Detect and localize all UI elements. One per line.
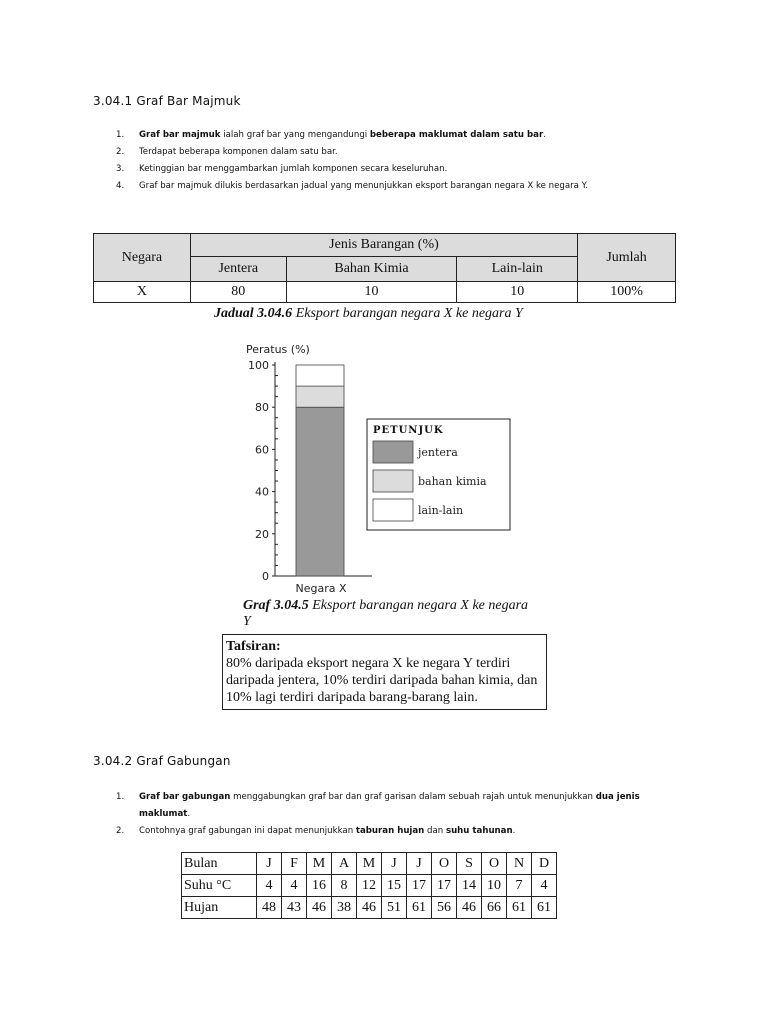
legend-swatch (373, 470, 413, 492)
x-tick-label: Negara X (295, 582, 347, 595)
cell-bahan-kimia: 10 (286, 282, 457, 303)
list-item (116, 144, 676, 161)
list-text: . (187, 809, 191, 819)
table-cell: A (332, 853, 357, 875)
row-label: Bulan (182, 853, 257, 875)
table-cell: M (357, 853, 382, 875)
table-cell: M (307, 853, 332, 875)
table-cell: 51 (382, 897, 407, 919)
chart-caption-label: Graf 3.04.5 (243, 598, 309, 613)
table-cell: F (282, 853, 307, 875)
table-cell: 43 (282, 897, 307, 919)
list-number: 2. (116, 826, 125, 836)
y-tick-label: 60 (255, 443, 269, 457)
list-text: Ketinggian bar menggambarkan jumlah komponen secara keseluruhan. (139, 164, 448, 174)
bar-segment-lain-lain (296, 365, 344, 386)
list-number: 3. (116, 164, 125, 174)
bar-segment-bahan-kimia (296, 386, 344, 407)
list-text: Terdapat beberapa komponen dalam satu bar. (139, 147, 338, 157)
tafsiran-body: 80% daripada eksport negara X ke negara Y terdiri daripada jentera, 10% terdiri daripada bahan kimia, dan 10% lagi terdiri daripada barang-barang lain. (226, 656, 538, 705)
table-cell: 66 (482, 897, 507, 919)
tafsiran-box (222, 634, 547, 710)
list-text: menggabungkan graf bar dan graf garisan dalam sebuah rajah untuk menunjukkan (230, 792, 596, 802)
chart-caption-text: Eksport barangan negara X ke negara Y (243, 598, 529, 629)
y-tick-label: 40 (255, 485, 269, 499)
export-table (93, 233, 676, 303)
tafsiran-heading: Tafsiran: (226, 639, 281, 654)
table-cell: 61 (532, 897, 557, 919)
table-cell: D (532, 853, 557, 875)
list-text: Graf bar majmuk dilukis berdasarkan jadual yang menunjukkan eksport barangan negara X ke negara Y. (139, 181, 588, 191)
list-text: . (512, 826, 516, 836)
table-cell: 8 (332, 875, 357, 897)
th-jentera: Jentera (190, 257, 286, 282)
bar-segment-jentera (296, 407, 344, 576)
list-text-bold: Graf bar gabungan (139, 792, 231, 802)
chart-caption (243, 598, 533, 630)
list-text-bold: taburan hujan (355, 826, 425, 836)
table-cell: 14 (457, 875, 482, 897)
list-item (116, 789, 676, 823)
table-cell: 46 (357, 897, 382, 919)
table-cell: J (407, 853, 432, 875)
table-caption (214, 306, 523, 322)
table-cell: 48 (257, 897, 282, 919)
list-item (116, 127, 676, 144)
table-cell: 61 (407, 897, 432, 919)
legend-title: PETUNJUK (373, 425, 444, 436)
table-cell: N (507, 853, 532, 875)
list-item (116, 823, 676, 840)
table-row (182, 853, 557, 875)
legend-swatch (373, 499, 413, 521)
climate-table (181, 852, 557, 919)
table-row (182, 875, 557, 897)
table-caption-text: Eksport barangan negara X ke negara Y (292, 306, 523, 321)
list-text: dan (424, 826, 446, 836)
section1-list (116, 127, 676, 195)
table-cell: J (382, 853, 407, 875)
y-tick-label: 80 (255, 401, 269, 415)
y-tick-label: 100 (248, 359, 269, 372)
y-tick-label: 0 (262, 570, 269, 583)
th-jenis-barangan: Jenis Barangan (%) (190, 234, 577, 257)
legend-label: jentera (418, 446, 458, 459)
table-cell: J (257, 853, 282, 875)
table-cell: 17 (407, 875, 432, 897)
list-text-bold: suhu tahunan (445, 826, 513, 836)
table-caption-label: Jadual 3.04.6 (214, 306, 293, 321)
stacked-bar-chart (230, 336, 520, 598)
list-item (116, 161, 676, 178)
list-number: 4. (116, 181, 125, 191)
th-jumlah: Jumlah (578, 234, 676, 282)
list-item (116, 178, 676, 195)
list-text: ialah graf bar yang mengandungi (220, 130, 370, 140)
legend-swatch (373, 441, 413, 463)
list-text: Contohnya graf gabungan ini dapat menunjukkan (139, 826, 356, 836)
chart-legend (367, 419, 510, 530)
th-bahan-kimia: Bahan Kimia (286, 257, 457, 282)
cell-jentera: 80 (190, 282, 286, 303)
table-cell: O (482, 853, 507, 875)
table-cell: 16 (307, 875, 332, 897)
legend-label: bahan kimia (418, 475, 487, 488)
table-cell: 17 (432, 875, 457, 897)
table-cell: 46 (307, 897, 332, 919)
legend-label: lain-lain (418, 504, 464, 517)
table-cell: 56 (432, 897, 457, 919)
list-number: 1. (116, 130, 125, 140)
list-text-bold: Graf bar majmuk (139, 130, 221, 140)
row-label: Suhu °C (182, 875, 257, 897)
table-cell: 15 (382, 875, 407, 897)
list-number: 1. (116, 792, 125, 802)
section-heading-graf-gabungan: 3.04.2 Graf Gabungan (93, 754, 231, 768)
table-cell: O (432, 853, 457, 875)
cell-negara: X (94, 282, 191, 303)
table-cell: 12 (357, 875, 382, 897)
y-tick-label: 20 (255, 527, 269, 541)
table-cell: S (457, 853, 482, 875)
chart-ylabel: Peratus (%) (246, 343, 310, 356)
table-row (182, 897, 557, 919)
table-cell: 61 (507, 897, 532, 919)
table-cell: 4 (532, 875, 557, 897)
list-text: . (543, 130, 546, 140)
section2-list (116, 789, 676, 840)
table-cell: 4 (257, 875, 282, 897)
table-cell: 10 (482, 875, 507, 897)
table-cell: 4 (282, 875, 307, 897)
row-label: Hujan (182, 897, 257, 919)
cell-lain-lain: 10 (457, 282, 578, 303)
section-heading-graf-bar-majmuk: 3.04.1 Graf Bar Majmuk (93, 94, 241, 108)
th-lain-lain: Lain-lain (457, 257, 578, 282)
list-number: 2. (116, 147, 125, 157)
table-cell: 7 (507, 875, 532, 897)
list-text-bold: dua jenis maklumat (139, 792, 640, 819)
list-text-bold: beberapa maklumat dalam satu bar (369, 130, 544, 140)
table-cell: 38 (332, 897, 357, 919)
th-negara: Negara (94, 234, 191, 282)
table-cell: 46 (457, 897, 482, 919)
cell-jumlah: 100% (578, 282, 676, 303)
